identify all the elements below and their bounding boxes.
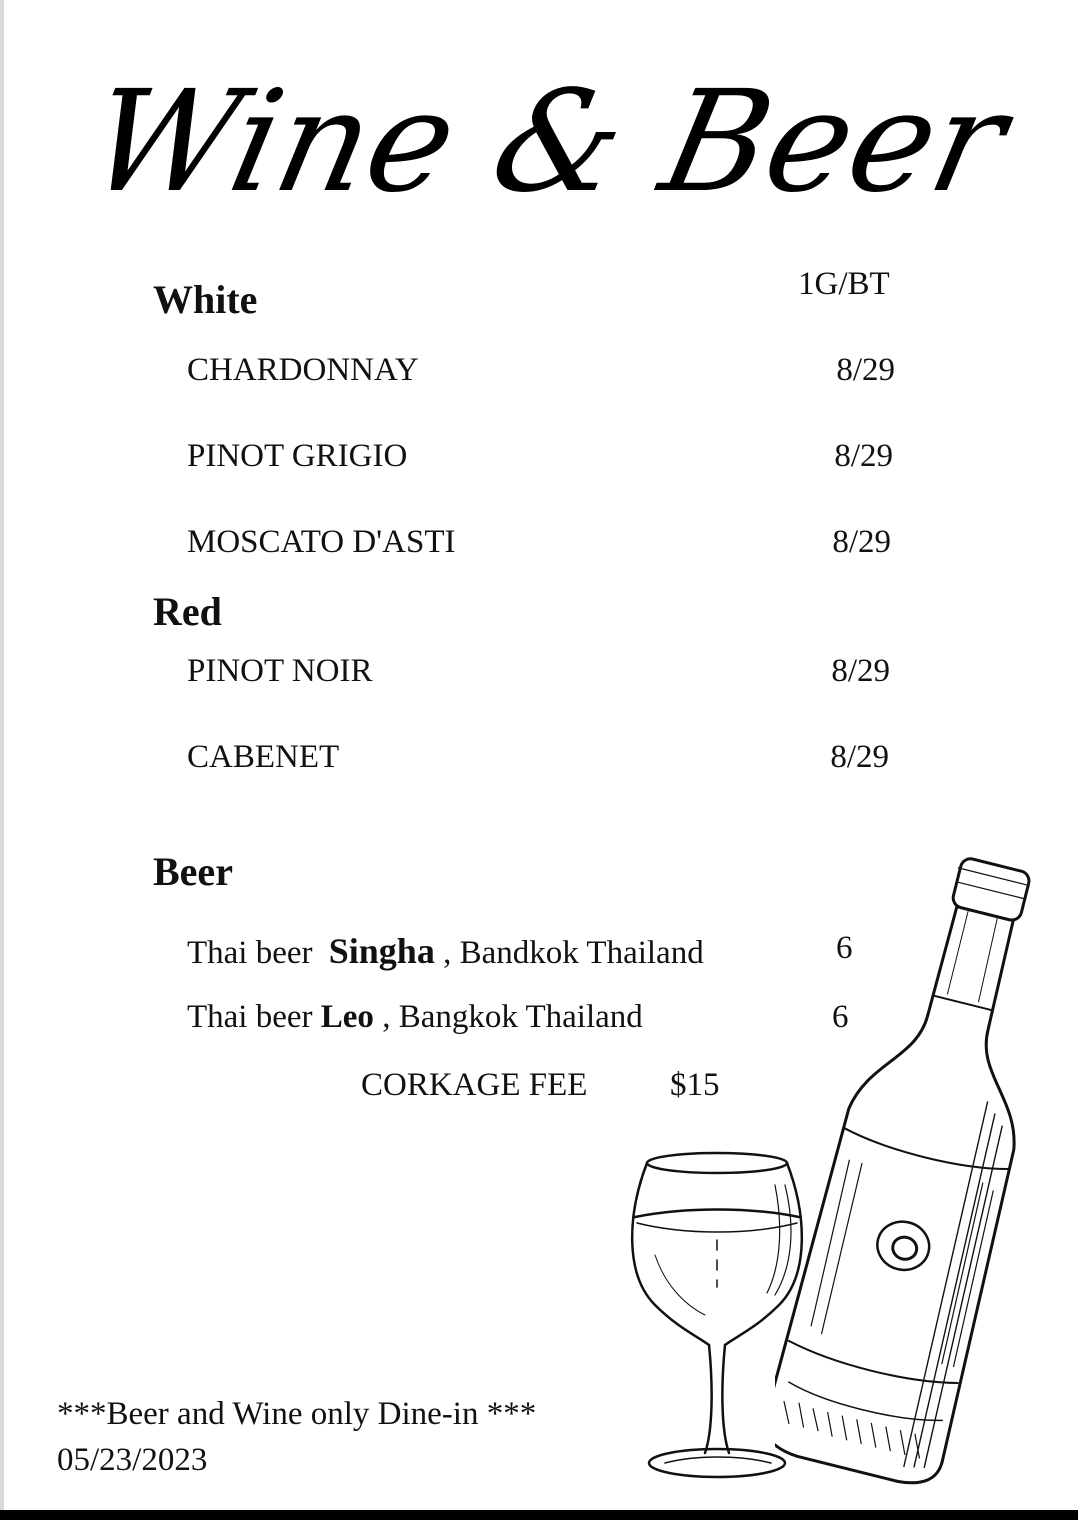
beer-price: 6 — [832, 999, 849, 1035]
menu-item-price: 8/29 — [830, 739, 889, 775]
footer-note: ***Beer and Wine only Dine-in *** — [57, 1396, 537, 1432]
price-column-header: 1G/BT — [798, 266, 890, 302]
menu-item-name: MOSCATO D'ASTI — [187, 524, 456, 560]
menu-item-price: 8/29 — [832, 524, 891, 560]
corkage-fee-label: CORKAGE FEE — [361, 1067, 588, 1103]
menu-item-name: CABENET — [187, 739, 340, 775]
beer-origin: , Bandkok Thailand — [443, 935, 704, 971]
section-heading-white: White — [153, 277, 258, 322]
beer-brand-singha: Singha — [328, 931, 435, 971]
menu-item-price: 8/29 — [836, 352, 895, 388]
section-heading-beer: Beer — [153, 849, 233, 894]
menu-item-price: 8/29 — [834, 438, 893, 474]
corkage-fee-price: $15 — [670, 1067, 720, 1103]
beer-price: 6 — [836, 930, 853, 966]
beer-prefix: Thai beer — [187, 935, 313, 971]
menu-item-price: 8/29 — [831, 653, 890, 689]
beer-item-leo — [187, 999, 643, 1036]
beer-origin: , Bangkok Thailand — [382, 999, 643, 1035]
beer-item-singha — [187, 930, 704, 972]
beer-brand-leo: Leo — [320, 999, 374, 1035]
footer-date: 05/23/2023 — [57, 1442, 208, 1478]
menu-item-name: PINOT GRIGIO — [187, 438, 408, 474]
menu-title-text: Wine & Beer — [75, 61, 1019, 224]
menu-item-name: PINOT NOIR — [187, 653, 373, 689]
beer-prefix: Thai beer — [187, 999, 313, 1035]
section-heading-red: Red — [153, 589, 222, 634]
wine-bottle-icon — [775, 845, 1045, 1485]
menu-item-name: CHARDONNAY — [187, 352, 419, 388]
bottom-border — [0, 1510, 1078, 1520]
menu-title — [0, 50, 1078, 240]
